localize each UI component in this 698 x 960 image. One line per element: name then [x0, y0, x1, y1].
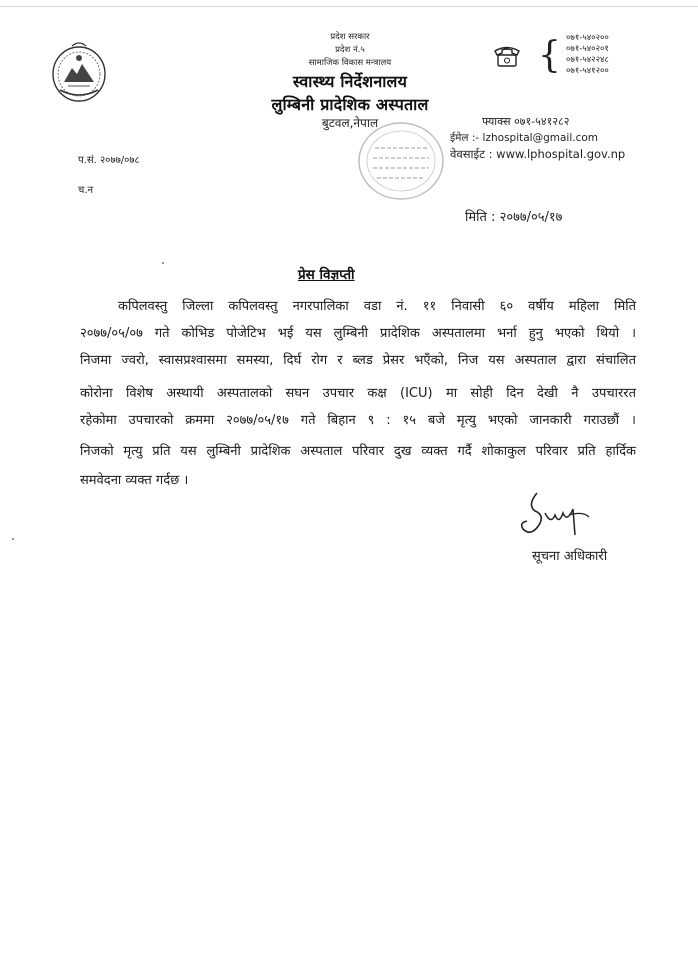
notice-date: मिति : २०७७/०५/१७ [465, 210, 563, 225]
notice-line: कोरोना विशेष अस्थायी अस्पतालको सघन उपचार कक्ष (ICU) मा सोही दिन देखी नै उपचाररत [80, 386, 636, 401]
notice-line: निजमा ज्वरो, स्वासप्रश्वासमा समस्या, दिर्घ रोग र ब्लड प्रेसर भएँको, निज यस अस्पताल द्वारा संचालित [80, 353, 636, 368]
office-stamp-icon [355, 118, 447, 204]
header-gov: प्रदेश सरकार [330, 32, 370, 42]
header-directorate: स्वास्थ्य निर्देशनालय [292, 72, 408, 91]
notice-line: २०७७/०५/०७ गते कोभिड पोजेटिभ भई यस लुम्बिनी प्रादेशिक अस्पतालमा भर्ना हुनु भएको थियो । [80, 326, 636, 341]
notice-line: समवेदना व्यक्त गर्दछ । [80, 473, 189, 488]
header-city: बुटवल,नेपाल [321, 116, 379, 130]
header-province: प्रदेश नं.५ [335, 45, 365, 55]
header-ministry: सामाजिक विकास मन्त्रालय [308, 58, 392, 68]
reference-number: प.सं. २०७७/०७८ [78, 155, 140, 166]
dispatch-number: च.न [78, 185, 94, 196]
page-edge-line [0, 6, 698, 7]
notice-line: कपिलवस्तु जिल्ला कपिलवस्तु नगरपालिका वडा नं. ११ निवासी ६० वर्षीय महिला मिति [118, 299, 636, 314]
speck [12, 538, 14, 540]
phone-number: ०७१-५४१२०० [566, 66, 609, 76]
fax-number: फ्याक्स ०७१-५४१२८२ [482, 115, 570, 128]
notice-title: प्रेस विज्ञप्ती [298, 267, 355, 283]
email-address: ईमेल :- lzhospital@gmail.com [450, 132, 599, 144]
phone-number: ०७१-५४०२०० [566, 33, 609, 43]
telephone-icon [492, 44, 522, 68]
speck [162, 262, 164, 264]
nepal-emblem-icon [50, 38, 108, 104]
notice-line: निजको मृत्यु प्रति यस लुम्बिनी प्रादेशिक अस्पताल परिवार दुख व्यक्त गर्दै शोकाकुल परिवार प्रति हार्दिक [80, 444, 636, 459]
header-hospital: लुम्बिनी प्रादेशिक अस्पताल [271, 95, 429, 114]
signoff-title: सूचना अधिकारी [532, 549, 608, 564]
phone-number: ०७१-५४०२०१ [566, 44, 609, 54]
phone-brace: { [538, 35, 561, 76]
signature-icon [515, 485, 595, 547]
website-address: वेवसाईट : www.lphospital.gov.np [450, 147, 626, 161]
notice-line: रहेकोमा उपचारको क्रममा २०७७/०५/१७ गते बिहान ९ : १५ बजे मृत्यु भएको जानकारी गराउछौं । [80, 413, 636, 428]
phone-number: ०७१-५४२२४८ [566, 55, 609, 65]
phone-list [566, 33, 609, 77]
